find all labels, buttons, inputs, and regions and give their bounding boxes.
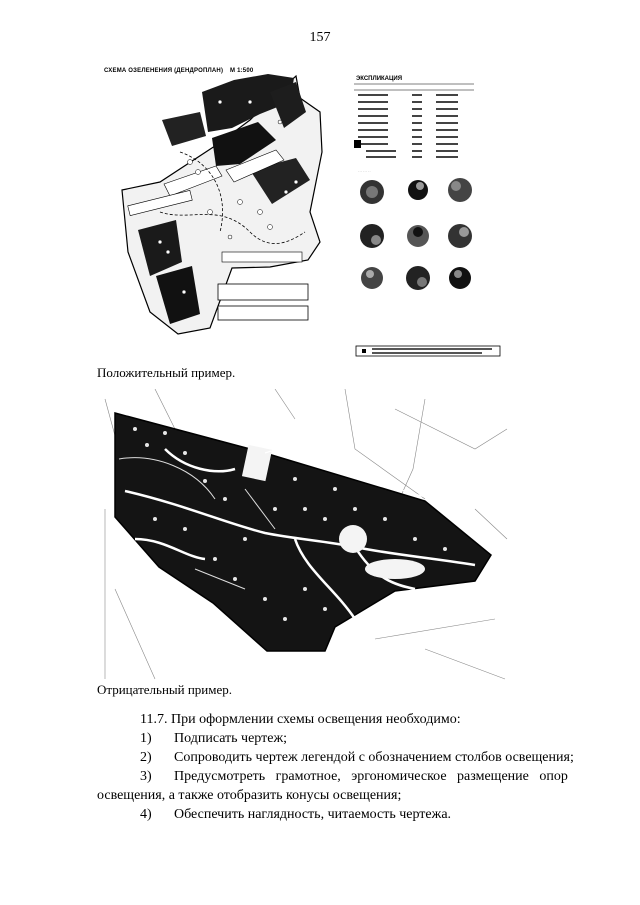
list-item-text: Подписать чертеж;: [174, 731, 288, 746]
list-item: [0, 767, 640, 805]
legend-title: ЭКСПЛИКАЦИЯ: [356, 76, 403, 82]
list-item-text: Обеспечить наглядность, читаемость чертежа.: [174, 807, 452, 822]
page-number: 157: [309, 30, 331, 45]
park-plan-figure: [95, 389, 510, 681]
tree-symbols: [358, 169, 472, 290]
positive-example-caption: Положительный пример.: [97, 365, 236, 380]
list-item: [0, 729, 640, 748]
list-item-text-line1: Предусмотреть грамотное, эргономическое размещение опор: [174, 769, 568, 784]
list-item-number: 2): [140, 750, 152, 765]
dendroplan-figure: [100, 62, 503, 360]
list-item-text: Сопроводить чертеж легендой с обозначением столбов освещения;: [174, 750, 574, 765]
list-item-number: 3): [140, 769, 152, 784]
dendroplan-scale: М 1:500: [230, 68, 254, 74]
dendroplan-title: СХЕМА ОЗЕЛЕНЕНИЯ (ДЕНДРОПЛАН): [104, 68, 224, 74]
list-item: [0, 748, 640, 767]
negative-example-caption: Отрицательный пример.: [97, 682, 233, 697]
legend-table: [354, 76, 474, 158]
title-block-strip: [356, 346, 500, 356]
svg-text:. . . . . . . .: . . . . . . . .: [358, 169, 371, 173]
site-plan: [122, 74, 322, 334]
list-item: [0, 805, 640, 824]
section-heading: 11.7. При оформлении схемы освещения необходимо:: [140, 712, 461, 727]
list-item-text-line2: освещения, а также отобразить конусы освещения;: [97, 788, 402, 803]
list-item-number: 4): [140, 807, 152, 822]
list-item-number: 1): [140, 731, 152, 746]
dendroplan-drawing: [100, 62, 503, 360]
park-plan-drawing: [95, 389, 510, 681]
